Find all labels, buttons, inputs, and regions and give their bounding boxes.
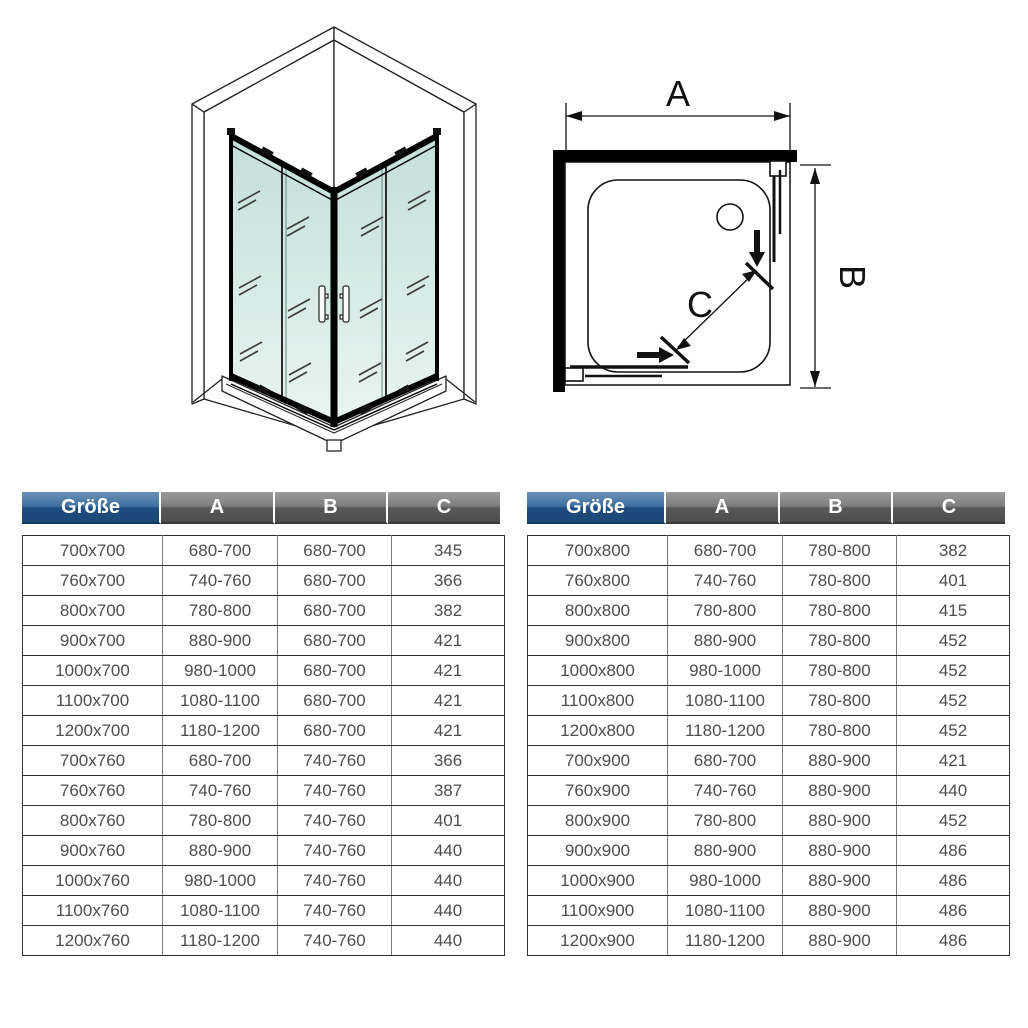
table-cell: 452 — [897, 716, 1010, 746]
table-cell: 680-700 — [278, 686, 392, 716]
table-row — [528, 746, 1010, 776]
table-cell: 760x700 — [23, 566, 163, 596]
table-row — [528, 866, 1010, 896]
table-row — [23, 866, 505, 896]
table-row — [23, 536, 505, 566]
table-cell: 452 — [897, 656, 1010, 686]
table-row — [23, 926, 505, 956]
table-row — [528, 716, 1010, 746]
header-a: A — [161, 492, 275, 524]
table-cell: 700x900 — [528, 746, 668, 776]
table-cell: 1200x800 — [528, 716, 668, 746]
table-cell: 1180-1200 — [668, 716, 783, 746]
table-cell: 440 — [392, 896, 505, 926]
table-cell: 880-900 — [783, 926, 897, 956]
table-cell: 740-760 — [278, 836, 392, 866]
table-cell: 1100x900 — [528, 896, 668, 926]
table-cell: 680-700 — [278, 656, 392, 686]
table-row — [23, 806, 505, 836]
table-row — [528, 776, 1010, 806]
slide-arrow-down-icon — [749, 230, 765, 267]
table-cell: 421 — [392, 686, 505, 716]
table-cell: 1200x900 — [528, 926, 668, 956]
table-cell: 800x760 — [23, 806, 163, 836]
table-row — [23, 896, 505, 926]
table-row — [528, 836, 1010, 866]
table-cell: 900x700 — [23, 626, 163, 656]
table-cell: 740-760 — [668, 776, 783, 806]
table-cell: 1080-1100 — [163, 686, 278, 716]
table-cell: 440 — [392, 836, 505, 866]
table-cell: 780-800 — [163, 806, 278, 836]
table-cell: 880-900 — [783, 776, 897, 806]
table-cell: 1180-1200 — [668, 926, 783, 956]
header-groesse: Größe — [527, 492, 666, 524]
table-cell: 780-800 — [668, 806, 783, 836]
table-cell: 800x700 — [23, 596, 163, 626]
table-cell: 880-900 — [163, 626, 278, 656]
dimension-b-label: B — [832, 264, 873, 290]
table-cell: 421 — [897, 746, 1010, 776]
table-cell: 401 — [897, 566, 1010, 596]
table-row — [23, 656, 505, 686]
table-cell: 880-900 — [783, 896, 897, 926]
table-cell: 486 — [897, 896, 1010, 926]
table-row — [528, 686, 1010, 716]
table-cell: 780-800 — [668, 596, 783, 626]
dimension-c-label: C — [687, 284, 713, 325]
table-cell: 800x900 — [528, 806, 668, 836]
header-c: C — [893, 492, 1005, 524]
header-a: A — [666, 492, 780, 524]
dimension-table — [527, 535, 1010, 956]
table-row — [23, 686, 505, 716]
table-cell: 780-800 — [783, 596, 897, 626]
table-cell: 680-700 — [278, 716, 392, 746]
header-b: B — [780, 492, 893, 524]
table-cell: 680-700 — [278, 626, 392, 656]
table-cell: 345 — [392, 536, 505, 566]
table-row — [23, 626, 505, 656]
table-cell: 1100x760 — [23, 896, 163, 926]
table-cell: 452 — [897, 806, 1010, 836]
table-cell: 680-700 — [668, 746, 783, 776]
table-row — [23, 716, 505, 746]
table-cell: 1180-1200 — [163, 716, 278, 746]
table-cell: 382 — [392, 596, 505, 626]
table-row — [528, 596, 1010, 626]
table-row — [23, 746, 505, 776]
table-cell: 421 — [392, 656, 505, 686]
table-cell: 1080-1100 — [668, 896, 783, 926]
table-cell: 740-760 — [163, 566, 278, 596]
header-c: C — [388, 492, 500, 524]
table-cell: 680-700 — [278, 536, 392, 566]
table-cell: 780-800 — [783, 686, 897, 716]
size-table-800-900 — [527, 492, 1005, 956]
table-cell: 880-900 — [783, 836, 897, 866]
table-cell: 780-800 — [783, 566, 897, 596]
table-cell: 486 — [897, 926, 1010, 956]
table-cell: 680-700 — [278, 596, 392, 626]
table-cell: 1000x800 — [528, 656, 668, 686]
table-cell: 980-1000 — [163, 656, 278, 686]
plan-shower-tray — [588, 180, 770, 372]
table-cell: 440 — [897, 776, 1010, 806]
table-cell: 440 — [392, 866, 505, 896]
table-cell: 780-800 — [783, 716, 897, 746]
table-cell: 486 — [897, 866, 1010, 896]
table-cell: 680-700 — [278, 566, 392, 596]
table-cell: 1000x760 — [23, 866, 163, 896]
table-cell: 700x700 — [23, 536, 163, 566]
table-cell: 900x800 — [528, 626, 668, 656]
table-row — [23, 566, 505, 596]
table-cell: 680-700 — [668, 536, 783, 566]
table-cell: 1100x800 — [528, 686, 668, 716]
table-cell: 800x800 — [528, 596, 668, 626]
table-cell: 452 — [897, 686, 1010, 716]
table-header-row — [22, 492, 500, 524]
plan-walls — [553, 150, 797, 392]
table-cell: 1200x760 — [23, 926, 163, 956]
table-cell: 880-900 — [668, 626, 783, 656]
table-row — [528, 566, 1010, 596]
table-cell: 780-800 — [163, 596, 278, 626]
table-row — [528, 536, 1010, 566]
table-cell: 780-800 — [783, 656, 897, 686]
table-header-row — [527, 492, 1005, 524]
table-cell: 680-700 — [163, 536, 278, 566]
table-row — [23, 776, 505, 806]
table-cell: 980-1000 — [163, 866, 278, 896]
table-cell: 980-1000 — [668, 656, 783, 686]
table-cell: 366 — [392, 566, 505, 596]
table-row — [528, 626, 1010, 656]
table-cell: 880-900 — [783, 806, 897, 836]
table-cell: 440 — [392, 926, 505, 956]
table-cell: 760x760 — [23, 776, 163, 806]
table-cell: 880-900 — [668, 836, 783, 866]
table-cell: 740-760 — [278, 746, 392, 776]
bottom-door-plan — [565, 367, 688, 381]
table-cell: 1200x700 — [23, 716, 163, 746]
dimension-c — [661, 263, 773, 363]
table-cell: 740-760 — [278, 896, 392, 926]
table-cell: 680-700 — [163, 746, 278, 776]
table-cell: 760x900 — [528, 776, 668, 806]
table-cell: 780-800 — [783, 536, 897, 566]
table-cell: 700x760 — [23, 746, 163, 776]
header-b: B — [275, 492, 388, 524]
table-cell: 401 — [392, 806, 505, 836]
slide-arrow-right-icon — [637, 347, 674, 363]
table-row — [23, 596, 505, 626]
table-cell: 1000x700 — [23, 656, 163, 686]
table-cell: 980-1000 — [668, 866, 783, 896]
table-cell: 880-900 — [163, 836, 278, 866]
drain-circle — [717, 204, 743, 230]
table-cell: 740-760 — [278, 926, 392, 956]
table-cell: 486 — [897, 836, 1010, 866]
table-cell: 387 — [392, 776, 505, 806]
table-cell: 740-760 — [278, 776, 392, 806]
table-cell: 740-760 — [163, 776, 278, 806]
table-row — [528, 926, 1010, 956]
table-cell: 740-760 — [278, 806, 392, 836]
table-cell: 780-800 — [783, 626, 897, 656]
right-door-plan — [770, 161, 786, 262]
table-cell: 880-900 — [783, 866, 897, 896]
dimension-table — [22, 535, 505, 956]
table-cell: 1180-1200 — [163, 926, 278, 956]
table-cell: 740-760 — [278, 866, 392, 896]
table-cell: 1100x700 — [23, 686, 163, 716]
table-row — [528, 656, 1010, 686]
table-cell: 421 — [392, 716, 505, 746]
table-cell: 421 — [392, 626, 505, 656]
dimension-b — [800, 165, 831, 388]
table-cell: 900x760 — [23, 836, 163, 866]
size-table-700-760 — [22, 492, 500, 956]
table-cell: 366 — [392, 746, 505, 776]
table-cell: 760x800 — [528, 566, 668, 596]
corner-enclosure-3d-diagram — [128, 18, 510, 454]
table-row — [23, 836, 505, 866]
table-cell: 415 — [897, 596, 1010, 626]
table-cell: 1000x900 — [528, 866, 668, 896]
table-row — [528, 896, 1010, 926]
table-cell: 452 — [897, 626, 1010, 656]
table-cell: 880-900 — [783, 746, 897, 776]
table-cell: 1080-1100 — [668, 686, 783, 716]
table-cell: 1080-1100 — [163, 896, 278, 926]
table-cell: 900x900 — [528, 836, 668, 866]
table-cell: 382 — [897, 536, 1010, 566]
table-cell: 700x800 — [528, 536, 668, 566]
table-row — [528, 806, 1010, 836]
top-view-dimension-diagram — [540, 58, 1010, 430]
dimension-a-label: A — [665, 73, 691, 114]
header-groesse: Größe — [22, 492, 161, 524]
table-cell: 740-760 — [668, 566, 783, 596]
